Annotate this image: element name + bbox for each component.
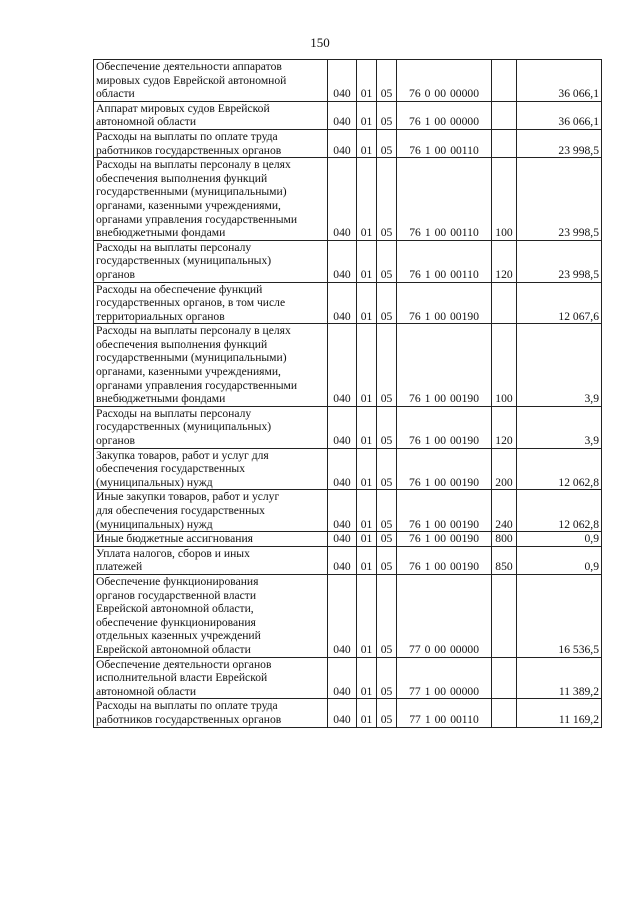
section-code-cell: 01 bbox=[357, 448, 377, 490]
subsection-code-cell: 05 bbox=[377, 282, 397, 324]
table-row bbox=[94, 448, 602, 490]
target-article-part: 00 bbox=[434, 560, 446, 574]
target-article-part: 00000 bbox=[450, 684, 479, 698]
table-row bbox=[94, 657, 602, 699]
expense-type-cell bbox=[492, 657, 517, 699]
expense-name-line: Расходы на выплаты по оплате труда bbox=[96, 129, 278, 143]
amount-cell: 3,9 bbox=[517, 324, 602, 407]
expense-name-line: Расходы на выплаты по оплате труда bbox=[96, 699, 278, 713]
target-article-part: 76 bbox=[409, 517, 421, 531]
ministry-code-cell: 040 bbox=[328, 448, 357, 490]
section-code-cell: 01 bbox=[357, 129, 377, 157]
ministry-code-cell: 040 bbox=[328, 129, 357, 157]
target-article-part: 77 bbox=[409, 712, 421, 726]
amount-cell: 12 062,8 bbox=[517, 490, 602, 532]
expense-name-line: обеспечения государственных bbox=[96, 462, 246, 476]
section-code-cell: 01 bbox=[357, 490, 377, 532]
expense-name-cell bbox=[94, 129, 328, 157]
target-article-cell bbox=[397, 546, 492, 574]
expense-name-line: для обеспечения государственных bbox=[96, 504, 265, 517]
target-article-part: 00 bbox=[434, 684, 446, 698]
target-article-part: 00 bbox=[434, 87, 446, 101]
table-row bbox=[94, 282, 602, 324]
expense-name-cell bbox=[94, 158, 328, 241]
expense-name-line: Закупка товаров, работ и услуг для bbox=[96, 448, 269, 462]
expense-name-line: работников государственных органов bbox=[96, 712, 282, 726]
section-code-cell: 01 bbox=[357, 282, 377, 324]
expense-name-line: Аппарат мировых судов Еврейской bbox=[96, 101, 270, 115]
table-row bbox=[94, 574, 602, 657]
target-article-cell bbox=[397, 532, 492, 547]
expense-name-line: мировых судов Еврейской автономной bbox=[96, 73, 287, 87]
target-article-part: 1 bbox=[424, 712, 431, 726]
section-code-cell: 01 bbox=[357, 324, 377, 407]
amount-cell: 36 066,1 bbox=[517, 60, 602, 102]
subsection-code-cell: 05 bbox=[377, 324, 397, 407]
ministry-code-cell: 040 bbox=[328, 158, 357, 241]
expense-name-cell bbox=[94, 282, 328, 324]
target-article-part: 00 bbox=[434, 226, 447, 240]
subsection-code-cell: 05 bbox=[377, 546, 397, 574]
table-row bbox=[94, 546, 602, 574]
subsection-code-cell: 05 bbox=[377, 532, 397, 547]
target-article-part: 00 bbox=[434, 712, 447, 726]
expense-name-line: Еврейской автономной области, bbox=[96, 602, 254, 616]
target-article-part: 1 bbox=[424, 517, 431, 531]
expense-name-line: органами, казенными учреждениями, bbox=[96, 365, 281, 379]
target-article-cell bbox=[397, 406, 492, 448]
expense-type-cell: 850 bbox=[492, 546, 517, 574]
expense-name-cell bbox=[94, 532, 328, 547]
expense-name-line: (муниципальных) нужд bbox=[96, 475, 213, 489]
budget-table-body bbox=[94, 60, 602, 728]
target-article-part: 1 bbox=[424, 267, 431, 281]
target-article-part: 1 bbox=[424, 309, 431, 323]
amount-cell: 23 998,5 bbox=[517, 240, 602, 282]
target-article-part: 1 bbox=[424, 475, 431, 489]
table-row bbox=[94, 406, 602, 448]
target-article-part: 1 bbox=[424, 684, 431, 698]
section-code-cell: 01 bbox=[357, 158, 377, 241]
subsection-code-cell: 05 bbox=[377, 101, 397, 129]
target-article-cell bbox=[397, 324, 492, 407]
target-article-part: 76 bbox=[409, 475, 421, 489]
expense-name-line: обеспечение функционирования bbox=[96, 615, 256, 629]
ministry-code-cell: 040 bbox=[328, 546, 357, 574]
target-article-part: 00 bbox=[434, 434, 446, 448]
target-article-part: 00190 bbox=[450, 434, 479, 448]
expense-name-line: автономной области bbox=[96, 115, 197, 129]
target-article-part: 1 bbox=[424, 143, 431, 157]
expense-name-line: органов bbox=[96, 267, 135, 281]
section-code-cell: 01 bbox=[357, 60, 377, 102]
expense-type-cell bbox=[492, 282, 517, 324]
amount-cell: 3,9 bbox=[517, 406, 602, 448]
expense-name-line: Иные закупки товаров, работ и услуг bbox=[96, 490, 280, 504]
expense-type-cell: 120 bbox=[492, 240, 517, 282]
amount-cell: 36 066,1 bbox=[517, 101, 602, 129]
expense-type-cell: 200 bbox=[492, 448, 517, 490]
target-article-part: 00 bbox=[434, 642, 446, 656]
table-row bbox=[94, 699, 602, 727]
target-article-part: 00 bbox=[434, 115, 446, 129]
target-article-part: 76 bbox=[409, 532, 421, 546]
target-article-part: 00190 bbox=[450, 475, 479, 489]
target-article-cell bbox=[397, 448, 492, 490]
expense-name-cell bbox=[94, 101, 328, 129]
subsection-code-cell: 05 bbox=[377, 60, 397, 102]
subsection-code-cell: 05 bbox=[377, 490, 397, 532]
expense-name-line: органами, казенными учреждениями, bbox=[96, 198, 281, 212]
expense-name-cell bbox=[94, 448, 328, 490]
target-article-part: 1 bbox=[424, 560, 431, 574]
section-code-cell: 01 bbox=[357, 657, 377, 699]
subsection-code-cell: 05 bbox=[377, 574, 397, 657]
target-article-part: 76 bbox=[409, 434, 421, 448]
expense-type-cell bbox=[492, 129, 517, 157]
target-article-part: 76 bbox=[409, 226, 421, 240]
target-article-part: 77 bbox=[409, 684, 421, 698]
target-article-part: 0 bbox=[424, 87, 431, 101]
expense-name-cell bbox=[94, 60, 328, 102]
target-article-part: 76 bbox=[409, 143, 421, 157]
expense-name-cell bbox=[94, 324, 328, 407]
page-number: 150 bbox=[310, 35, 330, 50]
subsection-code-cell: 05 bbox=[377, 699, 397, 727]
target-article-part: 00110 bbox=[450, 712, 479, 726]
amount-cell: 12 067,6 bbox=[517, 282, 602, 324]
expense-name-line: государственных (муниципальных) bbox=[96, 420, 272, 434]
expense-name-line: Расходы на выплаты персоналу в целях bbox=[96, 324, 291, 338]
ministry-code-cell: 040 bbox=[328, 324, 357, 407]
section-code-cell: 01 bbox=[357, 101, 377, 129]
ministry-code-cell: 040 bbox=[328, 60, 357, 102]
amount-cell: 23 998,5 bbox=[517, 129, 602, 157]
section-code-cell: 01 bbox=[357, 699, 377, 727]
target-article-part: 76 bbox=[409, 87, 421, 101]
expense-name-line: внебюджетными фондами bbox=[96, 226, 226, 240]
expense-name-cell bbox=[94, 574, 328, 657]
target-article-part: 00190 bbox=[450, 560, 479, 574]
expense-name-line: внебюджетными фондами bbox=[96, 392, 226, 406]
expense-type-cell: 100 bbox=[492, 158, 517, 241]
expense-name-line: обеспечения выполнения функций bbox=[96, 337, 268, 351]
amount-cell: 23 998,5 bbox=[517, 158, 602, 241]
expense-name-line: органами управления государственными bbox=[96, 378, 298, 392]
expense-type-cell bbox=[492, 574, 517, 657]
expense-name-cell bbox=[94, 699, 328, 727]
target-article-part: 1 bbox=[424, 226, 431, 240]
table-row bbox=[94, 158, 602, 241]
subsection-code-cell: 05 bbox=[377, 158, 397, 241]
expense-name-line: Обеспечение деятельности аппаратов bbox=[96, 60, 282, 73]
target-article-part: 00 bbox=[434, 267, 447, 281]
amount-cell: 11 389,2 bbox=[517, 657, 602, 699]
target-article-cell bbox=[397, 158, 492, 241]
target-article-part: 1 bbox=[424, 434, 431, 448]
section-code-cell: 01 bbox=[357, 574, 377, 657]
budget-table bbox=[93, 59, 602, 728]
section-code-cell: 01 bbox=[357, 240, 377, 282]
target-article-part: 00 bbox=[434, 392, 446, 406]
target-article-cell bbox=[397, 574, 492, 657]
expense-name-line: органов государственной власти bbox=[96, 588, 257, 602]
ministry-code-cell: 040 bbox=[328, 240, 357, 282]
amount-cell: 12 062,8 bbox=[517, 448, 602, 490]
target-article-part: 00 bbox=[434, 143, 447, 157]
target-article-part: 76 bbox=[409, 115, 421, 129]
expense-type-cell: 120 bbox=[492, 406, 517, 448]
target-article-part: 00000 bbox=[450, 115, 479, 129]
target-article-part: 00190 bbox=[450, 517, 479, 531]
expense-name-cell bbox=[94, 406, 328, 448]
section-code-cell: 01 bbox=[357, 546, 377, 574]
expense-name-line: работников государственных органов bbox=[96, 143, 282, 157]
ministry-code-cell: 040 bbox=[328, 490, 357, 532]
ministry-code-cell: 040 bbox=[328, 657, 357, 699]
table-row bbox=[94, 532, 602, 547]
expense-type-cell bbox=[492, 101, 517, 129]
expense-type-cell bbox=[492, 60, 517, 102]
target-article-part: 00 bbox=[434, 309, 446, 323]
amount-cell: 11 169,2 bbox=[517, 699, 602, 727]
target-article-part: 00000 bbox=[450, 642, 479, 656]
expense-name-line: государственными (муниципальными) bbox=[96, 185, 287, 199]
target-article-part: 00190 bbox=[450, 309, 479, 323]
subsection-code-cell: 05 bbox=[377, 657, 397, 699]
expense-name-line: обеспечения выполнения функций bbox=[96, 171, 268, 185]
expense-name-line: Расходы на выплаты персоналу bbox=[96, 240, 252, 254]
expense-type-cell: 240 bbox=[492, 490, 517, 532]
expense-name-line: Уплата налогов, сборов и иных bbox=[96, 546, 250, 560]
subsection-code-cell: 05 bbox=[377, 448, 397, 490]
table-row bbox=[94, 60, 602, 102]
expense-name-line: государственных (муниципальных) bbox=[96, 254, 272, 268]
expense-name-line: исполнительной власти Еврейской bbox=[96, 671, 268, 685]
subsection-code-cell: 05 bbox=[377, 129, 397, 157]
ministry-code-cell: 040 bbox=[328, 532, 357, 547]
target-article-part: 00110 bbox=[450, 267, 479, 281]
table-row bbox=[94, 101, 602, 129]
target-article-cell bbox=[397, 490, 492, 532]
expense-name-line: Еврейской автономной области bbox=[96, 642, 251, 656]
table-row bbox=[94, 129, 602, 157]
expense-name-line: области bbox=[96, 87, 135, 101]
expense-name-line: Обеспечение функционирования bbox=[96, 574, 259, 588]
expense-name-line: органами управления государственными bbox=[96, 212, 298, 226]
target-article-part: 00190 bbox=[450, 532, 479, 546]
target-article-cell bbox=[397, 657, 492, 699]
expense-name-line: автономной области bbox=[96, 684, 197, 698]
target-article-part: 76 bbox=[409, 392, 421, 406]
target-article-part: 76 bbox=[409, 560, 421, 574]
target-article-part: 00 bbox=[434, 532, 446, 546]
expense-name-line: органов bbox=[96, 434, 135, 448]
target-article-part: 00110 bbox=[450, 226, 479, 240]
expense-name-line: отдельных казенных учреждений bbox=[96, 629, 261, 643]
target-article-part: 00190 bbox=[450, 392, 479, 406]
expense-name-cell bbox=[94, 657, 328, 699]
section-code-cell: 01 bbox=[357, 406, 377, 448]
target-article-part: 0 bbox=[424, 642, 431, 656]
ministry-code-cell: 040 bbox=[328, 574, 357, 657]
target-article-part: 00110 bbox=[450, 143, 479, 157]
target-article-part: 1 bbox=[424, 115, 431, 129]
expense-name-line: государственными (муниципальными) bbox=[96, 351, 287, 365]
amount-cell: 0,9 bbox=[517, 532, 602, 547]
target-article-part: 00 bbox=[434, 517, 446, 531]
expense-name-line: территориальных органов bbox=[96, 309, 225, 323]
subsection-code-cell: 05 bbox=[377, 240, 397, 282]
expense-name-cell bbox=[94, 240, 328, 282]
ministry-code-cell: 040 bbox=[328, 699, 357, 727]
expense-name-line: Расходы на обеспечение функций bbox=[96, 282, 263, 296]
target-article-cell bbox=[397, 129, 492, 157]
target-article-part: 76 bbox=[409, 309, 421, 323]
ministry-code-cell: 040 bbox=[328, 101, 357, 129]
section-code-cell: 01 bbox=[357, 532, 377, 547]
expense-name-line: Иные бюджетные ассигнования bbox=[96, 532, 253, 546]
ministry-code-cell: 040 bbox=[328, 282, 357, 324]
target-article-part: 1 bbox=[424, 532, 431, 546]
expense-type-cell: 800 bbox=[492, 532, 517, 547]
expense-name-cell bbox=[94, 490, 328, 532]
target-article-cell bbox=[397, 101, 492, 129]
expense-type-cell: 100 bbox=[492, 324, 517, 407]
expense-name-line: Обеспечение деятельности органов bbox=[96, 657, 272, 671]
target-article-cell bbox=[397, 240, 492, 282]
target-article-part: 76 bbox=[409, 267, 421, 281]
subsection-code-cell: 05 bbox=[377, 406, 397, 448]
target-article-cell bbox=[397, 699, 492, 727]
expense-type-cell bbox=[492, 699, 517, 727]
table-row bbox=[94, 240, 602, 282]
target-article-part: 00000 bbox=[450, 87, 479, 101]
table-row bbox=[94, 324, 602, 407]
expense-name-line: государственных органов, в том числе bbox=[96, 296, 286, 310]
expense-name-line: Расходы на выплаты персоналу bbox=[96, 406, 252, 420]
target-article-cell bbox=[397, 60, 492, 102]
expense-name-line: (муниципальных) нужд bbox=[96, 517, 213, 531]
expense-name-line: Расходы на выплаты персоналу в целях bbox=[96, 158, 291, 172]
target-article-part: 00 bbox=[434, 475, 446, 489]
table-row bbox=[94, 490, 602, 532]
amount-cell: 16 536,5 bbox=[517, 574, 602, 657]
target-article-part: 1 bbox=[424, 392, 431, 406]
amount-cell: 0,9 bbox=[517, 546, 602, 574]
expense-name-line: платежей bbox=[96, 560, 143, 574]
ministry-code-cell: 040 bbox=[328, 406, 357, 448]
target-article-part: 77 bbox=[409, 642, 421, 656]
target-article-cell bbox=[397, 282, 492, 324]
expense-name-cell bbox=[94, 546, 328, 574]
